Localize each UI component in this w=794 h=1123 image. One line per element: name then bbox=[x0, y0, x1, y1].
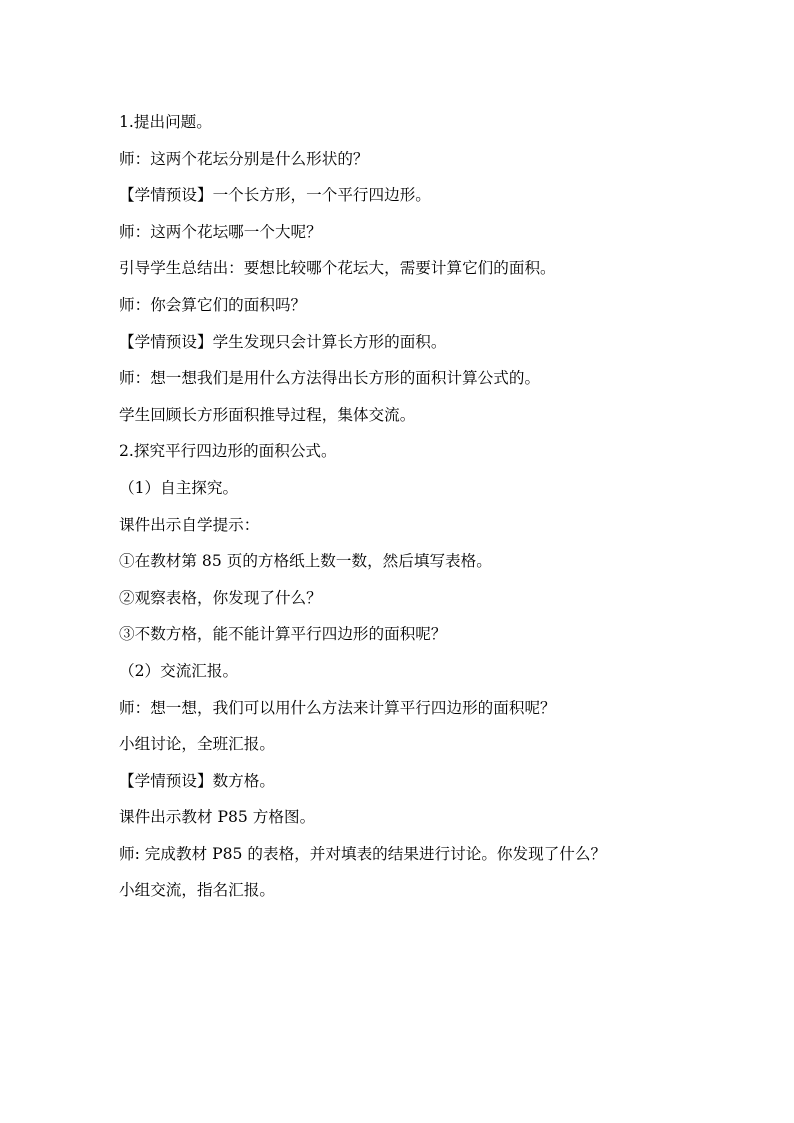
paragraph-6: 师：你会算它们的面积吗？ bbox=[119, 295, 307, 314]
paragraph-8: 师：想一想我们是用什么方法得出长方形的面积计算公式的。 bbox=[119, 369, 541, 388]
paragraph-16: （2）交流汇报。 bbox=[119, 661, 239, 680]
paragraph-7: 【学情预设】学生发现只会计算长方形的面积。 bbox=[119, 332, 447, 351]
paragraph-2: 师：这两个花坛分别是什么形状的？ bbox=[119, 149, 369, 168]
paragraph-20: 课件出示教材 P85 方格图。 bbox=[119, 808, 316, 827]
paragraph-10: 2.探究平行四边形的面积公式。 bbox=[119, 442, 337, 461]
paragraph-11: （1）自主探究。 bbox=[119, 478, 239, 497]
paragraph-5: 引导学生总结出：要想比较哪个花坛大，需要计算它们的面积。 bbox=[119, 259, 556, 278]
paragraph-21: 师: 完成教材 P85 的表格，并对填表的结果进行讨论。你发现了什么？ bbox=[119, 844, 607, 863]
paragraph-14: ②观察表格，你发现了什么？ bbox=[119, 588, 322, 607]
paragraph-3: 【学情预设】一个长方形，一个平行四边形。 bbox=[119, 186, 431, 205]
paragraph-18: 小组讨论，全班汇报。 bbox=[119, 735, 275, 754]
paragraph-1: 1.提出问题。 bbox=[119, 113, 212, 131]
paragraph-19: 【学情预设】数方格。 bbox=[119, 771, 275, 790]
paragraph-22: 小组交流，指名汇报。 bbox=[119, 881, 275, 900]
paragraph-9: 学生回顾长方形面积推导过程，集体交流。 bbox=[119, 405, 416, 424]
paragraph-4: 师：这两个花坛哪一个大呢？ bbox=[119, 222, 322, 241]
paragraph-13: ①在教材第 85 页的方格纸上数一数，然后填写表格。 bbox=[119, 552, 492, 571]
paragraph-17: 师：想一想，我们可以用什么方法来计算平行四边形的面积呢？ bbox=[119, 698, 556, 717]
document-body bbox=[119, 108, 679, 913]
paragraph-12: 课件出示自学提示： bbox=[119, 515, 260, 534]
paragraph-15: ③不数方格，能不能计算平行四边形的面积呢？ bbox=[119, 625, 447, 644]
